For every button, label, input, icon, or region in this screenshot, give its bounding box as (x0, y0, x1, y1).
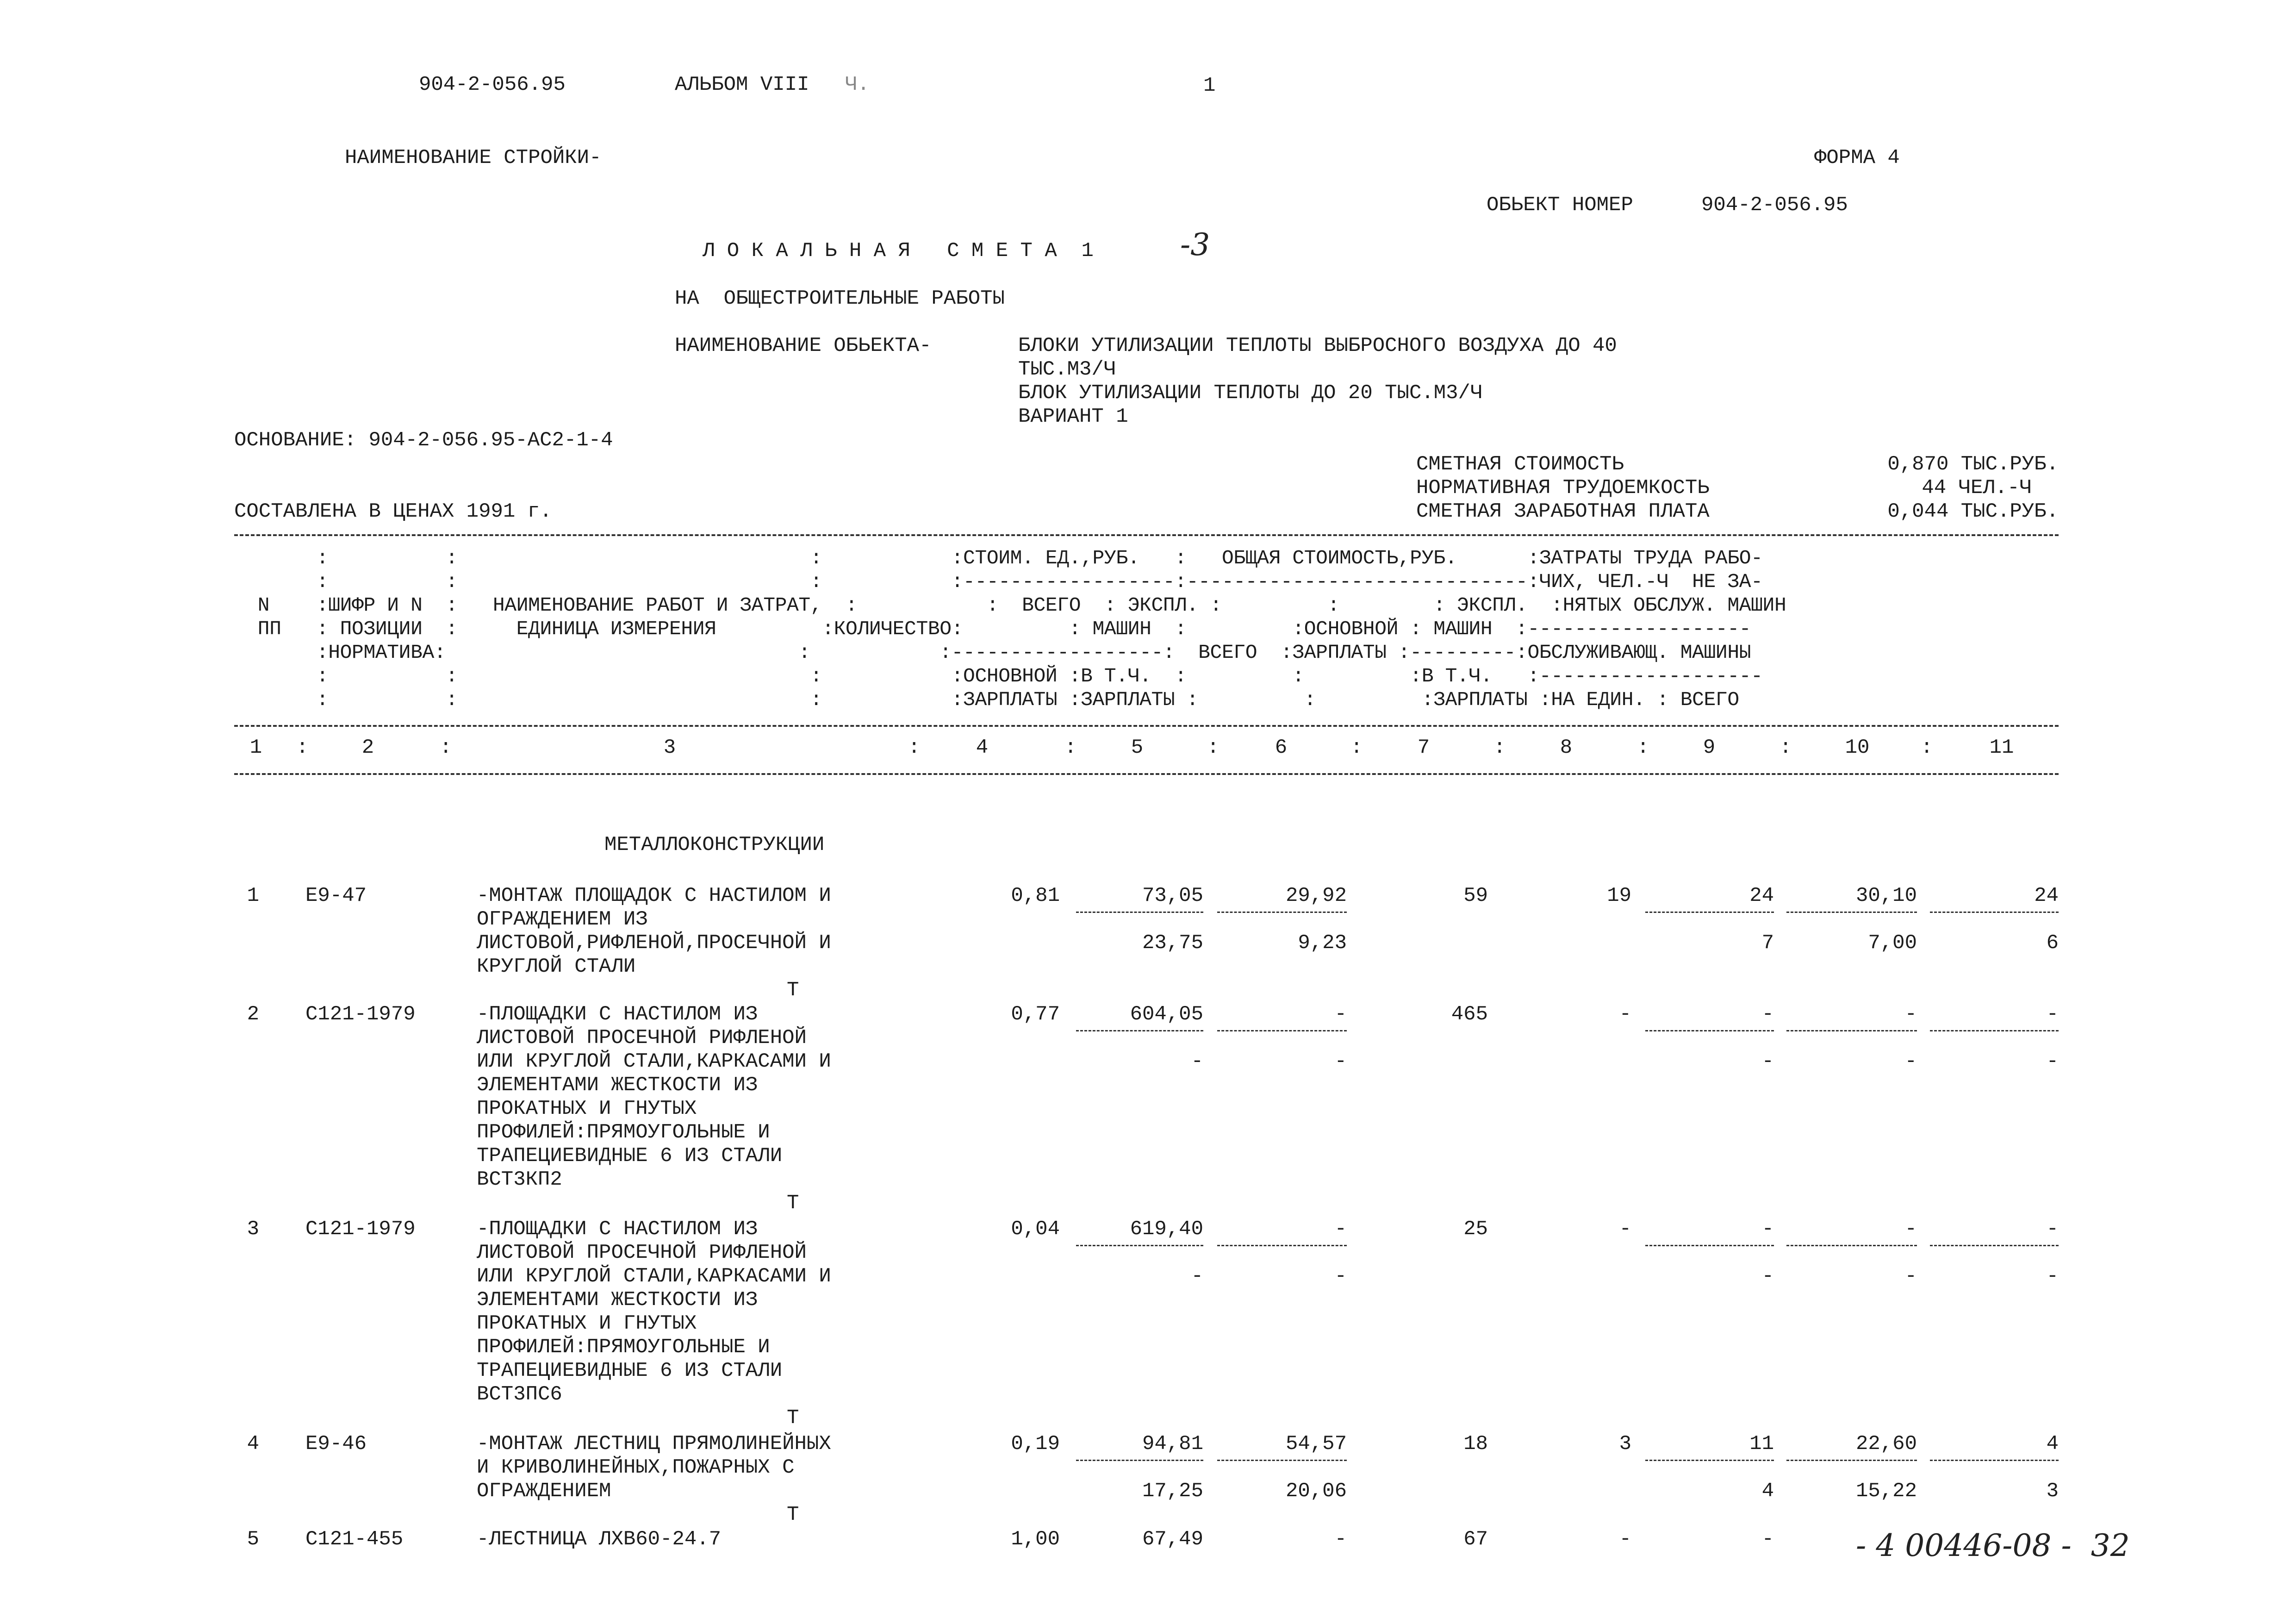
row-description-line: ЛИСТОВОЙ ПРОСЕЧНОЙ РИФЛЕНОЙ (477, 1026, 807, 1049)
table-header-line: : : : :ОСНОВНОЙ :В Т.Ч. : : :В Т.Ч. :------------------- (234, 665, 1763, 687)
column-number: 6 (1275, 736, 1288, 759)
column-separator: : (1064, 736, 1077, 759)
row-code: Е9-46 (305, 1432, 367, 1455)
column-separator: : (1493, 736, 1506, 759)
dashed-subrule (1076, 912, 1203, 913)
dashed-subrule (1076, 1245, 1203, 1246)
row-code: Е9-47 (305, 884, 367, 907)
row-wage: - (1619, 1003, 1631, 1026)
row-mach-wage: - (1761, 1050, 1774, 1073)
row-unit-mach: - (1334, 1528, 1347, 1551)
row-mach-wage: 4 (1761, 1480, 1774, 1503)
column-separator: : (1207, 736, 1220, 759)
row-unit-mach-wage: - (1334, 1265, 1347, 1288)
table-header-line: : : : :СТОИМ. ЕД.,РУБ. : ОБЩАЯ СТОИМОСТЬ,РУБ. :ЗАТРАТЫ ТРУДА РАБО- (234, 547, 1763, 569)
row-total: 25 (1463, 1218, 1488, 1241)
row-total: 59 (1463, 884, 1488, 907)
row-wage: - (1619, 1528, 1631, 1551)
row-mach: - (1761, 1528, 1774, 1551)
page-number: 1 (1203, 74, 1216, 97)
column-number: 10 (1845, 736, 1870, 759)
dashed-subrule (1645, 912, 1774, 913)
row-unit-mach: - (1334, 1003, 1347, 1026)
row-labor-unit: 22,60 (1855, 1432, 1917, 1455)
row-description-line: ПРОФИЛЕЙ:ПРЯМОУГОЛЬНЫЕ И (477, 1121, 770, 1144)
dashed-subrule (1217, 1460, 1347, 1461)
row-description-line: -МОНТАЖ ПЛОЩАДОК С НАСТИЛОМ И (477, 884, 831, 907)
row-mach-labor-total: - (2046, 1265, 2059, 1288)
object-name-line: ВАРИАНТ 1 (1018, 405, 1128, 428)
unit-mark: Т (787, 1406, 799, 1430)
dashed-subrule (1217, 1245, 1347, 1246)
row-mach-labor-unit: 7,00 (1868, 931, 1917, 955)
table-header-line: N :ШИФР И N : НАИМЕНОВАНИЕ РАБОТ И ЗАТРАТ, : : ВСЕГО : ЭКСПЛ. : : : ЭКСПЛ. :НЯТЫХ ОБСЛУЖ. МАШИН (234, 594, 1786, 617)
column-separator: : (1637, 736, 1649, 759)
row-unit-mach: 29,92 (1285, 884, 1347, 907)
row-mach: - (1761, 1003, 1774, 1026)
row-unit-mach-wage: 20,06 (1285, 1480, 1347, 1503)
summary-value: 44 ЧЕЛ.-Ч (1922, 476, 2032, 500)
column-number: 3 (663, 736, 676, 759)
row-number: 3 (247, 1218, 259, 1241)
row-wage: - (1619, 1218, 1631, 1241)
row-qty: 0,81 (1011, 884, 1060, 907)
dashed-subrule (1217, 1030, 1347, 1031)
album-label: АЛЬБОМ VIII (675, 73, 809, 96)
row-qty: 1,00 (1011, 1528, 1060, 1551)
row-number: 5 (247, 1528, 259, 1551)
document-subtitle: НА ОБЩЕСТРОИТЕЛЬНЫЕ РАБОТЫ (675, 287, 1005, 310)
object-number-label: ОБЬЕКТ НОМЕР (1487, 194, 1633, 217)
dashed-subrule (1076, 1460, 1203, 1461)
dashed-subrule (1930, 912, 2059, 913)
row-description-line: ТРАПЕЦИЕВИДНЫЕ 6 ИЗ СТАЛИ (477, 1359, 783, 1382)
table-header-line: ПП : ПОЗИЦИИ : ЕДИНИЦА ИЗМЕРЕНИЯ :КОЛИЧЕСТВО: : МАШИН : :ОСНОВНОЙ : МАШИН :------------------- (234, 618, 1751, 640)
row-labor-unit: - (1904, 1218, 1917, 1241)
row-description-line: И КРИВОЛИНЕЙНЫХ,ПОЖАРНЫХ С (477, 1456, 795, 1479)
prices-line: СОСТАВЛЕНА В ЦЕНАХ 1991 г. (234, 500, 552, 523)
row-description-line: КРУГЛОЙ СТАЛИ (477, 955, 636, 978)
row-description-line: ОГРАЖДЕНИЕМ ИЗ (477, 908, 648, 931)
object-name-label: НАИМЕНОВАНИЕ ОБЬЕКТА- (675, 334, 932, 357)
dashed-subrule (1645, 1460, 1774, 1461)
dashed-subrule (1645, 1030, 1774, 1031)
summary-label: НОРМАТИВНАЯ ТРУДОЕМКОСТЬ (1416, 476, 1710, 500)
column-number: 8 (1560, 736, 1573, 759)
row-wage: 19 (1607, 884, 1631, 907)
row-description-line: ИЛИ КРУГЛОЙ СТАЛИ,КАРКАСАМИ И (477, 1265, 831, 1288)
row-mach-wage: 7 (1761, 931, 1774, 955)
row-total: 18 (1463, 1432, 1488, 1455)
row-unit-wage: - (1191, 1050, 1203, 1073)
row-qty: 0,04 (1011, 1218, 1060, 1241)
row-mach-labor-total: 3 (2046, 1480, 2059, 1503)
row-description-line: ЭЛЕМЕНТАМИ ЖЕСТКОСТИ ИЗ (477, 1074, 758, 1097)
object-number: 904-2-056.95 (1701, 194, 1848, 217)
dashed-subrule (1786, 1460, 1917, 1461)
column-number: 9 (1703, 736, 1716, 759)
dashed-subrule (1786, 1245, 1917, 1246)
table-header-line: : : : :ЗАРПЛАТЫ :ЗАРПЛАТЫ : : :ЗАРПЛАТЫ :НА ЕДИН. : ВСЕГО (234, 688, 1739, 711)
basis-line: ОСНОВАНИЕ: 904-2-056.95-АС2-1-4 (234, 429, 613, 452)
document-title: Л О К А Л Ь Н А Я С М Е Т А 1 (703, 239, 1094, 262)
row-unit-wage: 17,25 (1142, 1480, 1203, 1503)
construction-name: НАИМЕНОВАНИЕ СТРОЙКИ- (345, 146, 602, 169)
dashed-subrule (1930, 1030, 2059, 1031)
row-total: 67 (1463, 1528, 1488, 1551)
form-label: ФОРМА 4 (1814, 146, 1900, 169)
row-unit-wage: 23,75 (1142, 931, 1203, 955)
object-name-line: ТЫС.М3/Ч (1018, 358, 1116, 381)
row-wage: 3 (1619, 1432, 1631, 1455)
row-mach: 24 (1749, 884, 1774, 907)
column-number: 7 (1417, 736, 1430, 759)
row-qty: 0,77 (1011, 1003, 1060, 1026)
object-name-line: БЛОК УТИЛИЗАЦИИ ТЕПЛОТЫ ДО 20 ТЫС.М3/Ч (1018, 381, 1483, 405)
table-header-line: :НОРМАТИВА: : :------------------: ВСЕГО :ЗАРПЛАТЫ :---------:ОБСЛУЖИВАЮЩ. МАШИНЫ (234, 641, 1751, 664)
row-description-line: -МОНТАЖ ЛЕСТНИЦ ПРЯМОЛИНЕЙНЫХ (477, 1432, 831, 1455)
row-description-line: ОГРАЖДЕНИЕМ (477, 1480, 611, 1503)
row-unit-total: 73,05 (1142, 884, 1203, 907)
row-mach: 11 (1749, 1432, 1774, 1455)
row-description-line: ЛИСТОВОЙ ПРОСЕЧНОЙ РИФЛЕНОЙ (477, 1241, 807, 1264)
row-labor-unit: - (1904, 1003, 1917, 1026)
row-mach-labor-total: - (2046, 1050, 2059, 1073)
column-number: 4 (976, 736, 989, 759)
dashed-subrule (1930, 1245, 2059, 1246)
dashed-subrule (1786, 912, 1917, 913)
row-unit-total: 94,81 (1142, 1432, 1203, 1455)
dashed-subrule (1645, 1245, 1774, 1246)
column-separator: : (1921, 736, 1933, 759)
handwritten-document-number: - 4 00446-08 - 32 (1856, 1528, 2130, 1563)
dashed-subrule (1076, 1030, 1203, 1031)
row-description-line: ПРОКАТНЫХ И ГНУТЫХ (477, 1097, 697, 1120)
row-description-line: ЛИСТОВОЙ,РИФЛЕНОЙ,ПРОСЕЧНОЙ И (477, 931, 831, 955)
row-description-line: -ЛЕСТНИЦА ЛХВ60-24.7 (477, 1528, 722, 1551)
row-mach-labor-unit: - (1904, 1050, 1917, 1073)
dashed-subrule (1217, 912, 1347, 913)
row-labor-total: - (2046, 1003, 2059, 1026)
summary-value: 0,044 ТЫС.РУБ. (1887, 500, 2059, 523)
unit-mark: Т (787, 1192, 799, 1215)
column-separator: : (908, 736, 921, 759)
row-mach-labor-unit: - (1904, 1265, 1917, 1288)
summary-value: 0,870 ТЫС.РУБ. (1887, 453, 2059, 476)
section-title: МЕТАЛЛОКОНСТРУКЦИИ (604, 833, 825, 856)
row-code: С121-455 (305, 1528, 404, 1551)
row-code: С121-1979 (305, 1003, 416, 1026)
row-code: С121-1979 (305, 1218, 416, 1241)
row-unit-mach: - (1334, 1218, 1347, 1241)
unit-mark: Т (787, 979, 799, 1002)
dashed-subrule (1930, 1460, 2059, 1461)
row-description-line: ПРОФИЛЕЙ:ПРЯМОУГОЛЬНЫЕ И (477, 1336, 770, 1359)
column-separator: : (1350, 736, 1363, 759)
title-handwritten-number: -3 (1180, 227, 1210, 262)
row-labor-unit: 30,10 (1855, 884, 1917, 907)
album-mark: Ч. (845, 73, 870, 96)
row-unit-total: 604,05 (1130, 1003, 1203, 1026)
row-labor-total: 24 (2034, 884, 2059, 907)
column-separator: : (440, 736, 452, 759)
column-numbers-rule (234, 773, 2059, 775)
column-number: 2 (361, 736, 374, 759)
column-number: 11 (1989, 736, 2014, 759)
column-number: 1 (249, 736, 262, 759)
row-description-line: ТРАПЕЦИЕВИДНЫЕ 6 ИЗ СТАЛИ (477, 1144, 783, 1168)
dashed-subrule (1786, 1030, 1917, 1031)
row-description-line: ИЛИ КРУГЛОЙ СТАЛИ,КАРКАСАМИ И (477, 1050, 831, 1073)
row-description-line: -ПЛОЩАДКИ С НАСТИЛОМ ИЗ (477, 1218, 758, 1241)
table-header-line: : : : :------------------:-----------------------------:ЧИХ, ЧЕЛ.-Ч НЕ ЗА- (234, 570, 1763, 593)
row-unit-total: 619,40 (1130, 1218, 1203, 1241)
row-mach: - (1761, 1218, 1774, 1241)
object-name-line: БЛОКИ УТИЛИЗАЦИИ ТЕПЛОТЫ ВЫБРОСНОГО ВОЗДУХА ДО 40 (1018, 334, 1617, 357)
unit-mark: Т (787, 1503, 799, 1526)
row-description-line: -ПЛОЩАДКИ С НАСТИЛОМ ИЗ (477, 1003, 758, 1026)
row-number: 2 (247, 1003, 259, 1026)
row-unit-mach: 54,57 (1285, 1432, 1347, 1455)
row-description-line: ЭЛЕМЕНТАМИ ЖЕСТКОСТИ ИЗ (477, 1288, 758, 1312)
summary-label: СМЕТНАЯ СТОИМОСТЬ (1416, 453, 1624, 476)
row-qty: 0,19 (1011, 1432, 1060, 1455)
summary-label: СМЕТНАЯ ЗАРАБОТНАЯ ПЛАТА (1416, 500, 1710, 523)
row-total: 465 (1451, 1003, 1488, 1026)
table-top-rule (234, 534, 2059, 536)
row-unit-wage: - (1191, 1265, 1203, 1288)
row-description-line: ВСТ3ПС6 (477, 1383, 562, 1406)
row-description-line: ВСТ3КП2 (477, 1168, 562, 1191)
table-header-rule (234, 725, 2059, 727)
row-mach-labor-total: 6 (2046, 931, 2059, 955)
column-separator: : (296, 736, 309, 759)
row-unit-total: 67,49 (1142, 1528, 1203, 1551)
row-mach-wage: - (1761, 1265, 1774, 1288)
row-unit-mach-wage: - (1334, 1050, 1347, 1073)
column-separator: : (1780, 736, 1792, 759)
row-number: 1 (247, 884, 259, 907)
row-number: 4 (247, 1432, 259, 1455)
document-code: 904-2-056.95 (419, 73, 566, 96)
row-description-line: ПРОКАТНЫХ И ГНУТЫХ (477, 1312, 697, 1335)
row-mach-labor-unit: 15,22 (1855, 1480, 1917, 1503)
column-number: 5 (1131, 736, 1144, 759)
row-labor-total: - (2046, 1218, 2059, 1241)
row-unit-mach-wage: 9,23 (1298, 931, 1347, 955)
row-labor-total: 4 (2046, 1432, 2059, 1455)
